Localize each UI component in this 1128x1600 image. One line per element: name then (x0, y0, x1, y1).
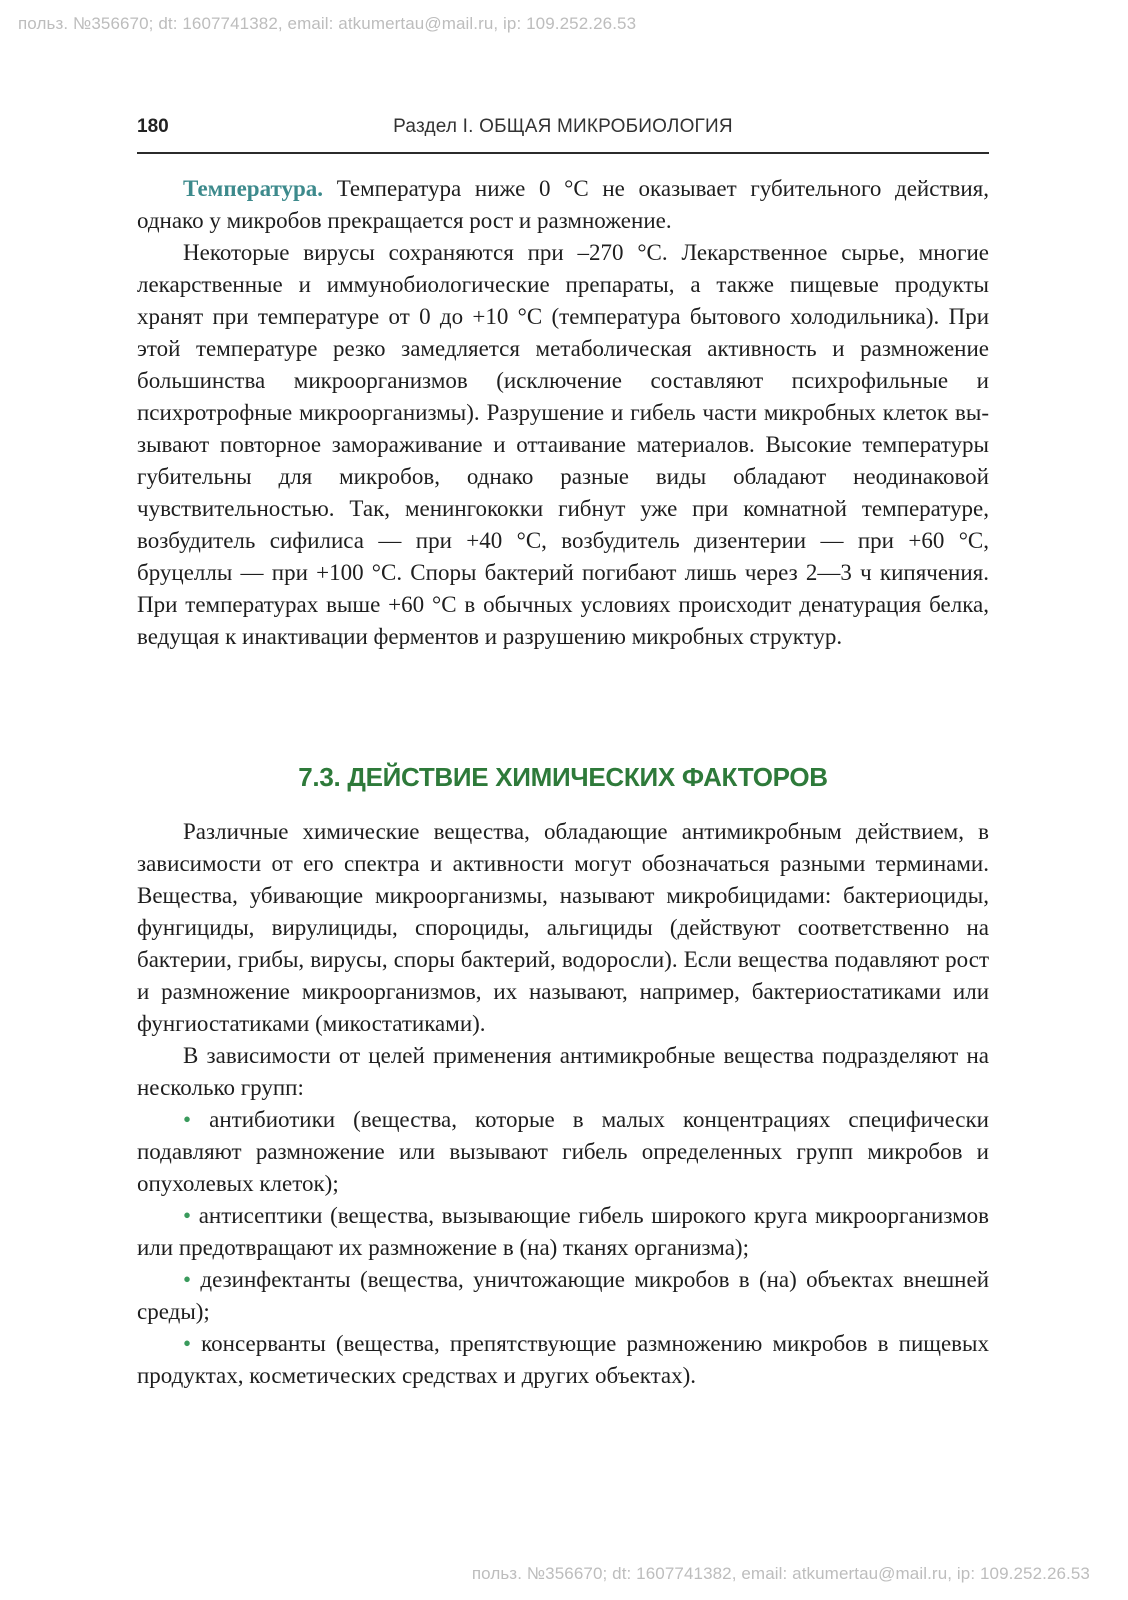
paragraph: Некоторые вирусы сохраняются при –270 °С. Лекарственное сырье, многие лекарственные и иммунобиологические препараты, а также пищевые продукты хранят при температуре от 0 до +10 °С (температура бытового холодильника). При этой температуре резко замедляется метаболическая активность и размножение большинства микроорганизмов (исключение составляют психрофильные и психротрофные микроорганизмы). Разрушение и гибель части микробных клеток вызывают повторное замораживание и оттаивание материалов. Высокие температуры губительны для микробов, однако разные виды обладают неодинаковой чувствительностью. Так, менингококки гибнут уже при комнатной температуре, возбудитель сифилиса — при +40 °С, возбудитель дизентерии — при +60 °С, бруцеллы — при +100 °С. Споры бактерий погибают лишь через 2—3 ч кипячения. При температурах выше +60 °С в обычных условиях происходит денатурация белка, ведущая к инактивации ферментов и разрушению микробных структур. (137, 240, 989, 649)
list-item-text: антисептики (вещества, вызывающие гибель широкого круга микроорганизмов или предотвращают их размножение в (на) тканях организма); (137, 1203, 989, 1260)
bullet-icon: • (183, 1203, 192, 1228)
chemical-factors-section (137, 816, 989, 1392)
bullet-icon: • (183, 1267, 192, 1292)
watermark-top: польз. №356670; dt: 1607741382, email: atkumertau@mail.ru, ip: 109.252.26.53 (18, 14, 637, 33)
list-item (137, 1200, 989, 1264)
paragraph (137, 173, 989, 237)
temperature-section (137, 173, 989, 653)
paragraph: Различные химические вещества, обладающие антимикробным действием, в зависимости от его спектра и активности могут обозначаться разными терминами. Вещества, убивающие микроорганизмы, называют микробицидами: бактериоциды, фунгициды, вирулициды, спороциды, альгициды (действуют соответственно на бактерии, грибы, вирусы, споры бактерий, водоросли). Если вещества подавляют рост и размножение микроорганизмов, их называют, например, бактериостатиками или фунгиостатиками (микостатиками). (137, 819, 989, 1036)
bullet-icon: • (183, 1331, 192, 1356)
paragraph: В зависимости от целей применения антимикробные вещества подразделяют на несколько групп: (137, 1043, 989, 1100)
paragraph-lead-term: Температура. (183, 176, 324, 201)
list-item (137, 1104, 989, 1200)
section-title: 7.3. ДЕЙСТВИЕ ХИМИЧЕСКИХ ФАКТОРОВ (298, 762, 828, 792)
running-head (137, 116, 989, 154)
list-item-text: дезинфектанты (вещества, уничтожающие микробов в (на) объектах внешней среды); (137, 1267, 989, 1324)
paragraph-text: Температура ниже 0 °С не оказывает губительного действия, однако у микробов прекращается рост и размножение. (137, 176, 989, 233)
section-header: Раздел I. ОБЩАЯ МИКРОБИОЛОГИЯ (393, 116, 733, 137)
list-item (137, 1328, 989, 1392)
bullet-icon: • (183, 1107, 192, 1132)
list-item-text: антибиотики (вещества, которые в малых концентрациях специфически подавляют размножение или вызывают гибель определенных групп микробов и опухолевых клеток); (137, 1107, 989, 1196)
list-item-text: консерванты (вещества, препятствующие размножению микробов в пищевых продуктах, косметических средствах и других объектах). (137, 1331, 989, 1388)
watermark-bottom: польз. №356670; dt: 1607741382, email: atkumertau@mail.ru, ip: 109.252.26.53 (471, 1564, 1090, 1583)
page-number: 180 (137, 116, 169, 137)
list-item (137, 1264, 989, 1328)
